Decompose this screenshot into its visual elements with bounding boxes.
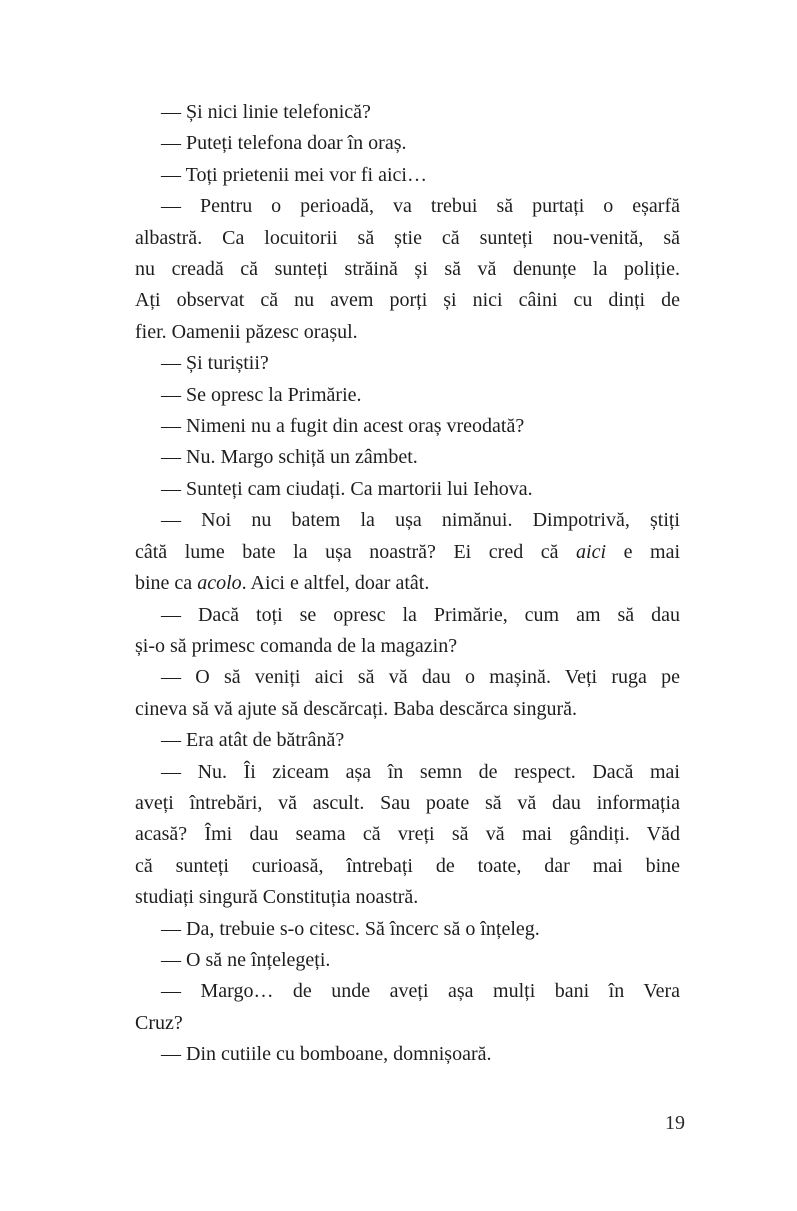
- text-line: [135, 631, 680, 662]
- text-run: Cruz?: [135, 1011, 183, 1034]
- text-line: [135, 537, 680, 568]
- text-run: acasă? Îmi dau seama că vreți să vă mai gândiți. Văd: [135, 823, 680, 846]
- text-run: Ați observat că nu avem porți și nici câini cu dinți de: [135, 289, 680, 312]
- text-run: — Dacă toți se opresc la Primărie, cum am să dau: [161, 603, 680, 626]
- text-run: — Nu. Margo schiță un zâmbet.: [161, 446, 418, 469]
- text-run: că sunteți curioasă, întrebați de toate, dar mai bine: [135, 854, 680, 877]
- text-run: . Aici e altfel, doar atât.: [241, 572, 430, 595]
- text-run: — Sunteți cam ciudați. Ca martorii lui Iehova.: [161, 477, 533, 500]
- text-run: câtă lume bate la ușa noastră? Ei cred că: [135, 540, 577, 563]
- text-line: [135, 819, 680, 850]
- text-line: [135, 757, 680, 788]
- text-line: [135, 380, 680, 411]
- text-line: [135, 223, 680, 254]
- text-run: — Și nici linie telefonică?: [161, 101, 371, 123]
- text-run: — Se opresc la Primărie.: [161, 383, 362, 406]
- text-run: bine ca: [135, 572, 198, 595]
- text-run: — O să ne înțelegeți.: [161, 948, 331, 971]
- text-run: — Pentru o perioadă, va trebui să purtați o eșarfă: [161, 195, 680, 218]
- text-line: [135, 694, 680, 725]
- italic-text-run: acolo: [197, 572, 242, 595]
- text-run: — Nimeni nu a fugit din acest oraș vreodată?: [161, 415, 525, 438]
- text-line: [135, 160, 680, 191]
- text-run: — Da, trebuie s-o citesc. Să încerc să o înțeleg.: [161, 917, 540, 940]
- text-run: — Toți prietenii mei vor fi aici…: [161, 163, 427, 186]
- text-run: — Margo… de unde aveți așa mulți bani în Vera: [161, 980, 680, 1003]
- text-line: [135, 945, 680, 976]
- text-line: [135, 474, 680, 505]
- text-line: [135, 317, 680, 348]
- text-line: [135, 725, 680, 756]
- text-line: [135, 285, 680, 316]
- text-run: — Puteți telefona doar în oraș.: [161, 132, 407, 155]
- text-line: [135, 1008, 680, 1039]
- text-line: [135, 568, 680, 599]
- text-line: [135, 788, 680, 819]
- text-line: [135, 976, 680, 1007]
- text-line: [135, 348, 680, 379]
- text-line: [135, 600, 680, 631]
- text-line: [135, 505, 680, 536]
- text-run: aveți întrebări, vă ascult. Sau poate să vă dau informația: [135, 791, 680, 814]
- text-run: studiați singură Constituția noastră.: [135, 886, 419, 909]
- text-line: [135, 882, 680, 913]
- text-run: cineva să vă ajute să descărcați. Baba descărca singură.: [135, 697, 577, 720]
- text-line: [135, 254, 680, 285]
- text-block: [135, 97, 680, 1071]
- text-run: albastră. Ca locuitorii să știe că sunteți nou-venită, să: [135, 226, 680, 249]
- text-line: [135, 1039, 680, 1070]
- page-number: 19: [665, 1112, 685, 1134]
- text-line: [135, 97, 680, 128]
- text-run: și-o să primesc comanda de la magazin?: [135, 634, 458, 657]
- text-run: fier. Oamenii păzesc orașul.: [135, 320, 358, 343]
- text-line: [135, 411, 680, 442]
- text-line: [135, 851, 680, 882]
- text-run: — Nu. Îi ziceam așa în semn de respect. Dacă mai: [161, 760, 680, 783]
- text-run: — Și turiștii?: [161, 352, 269, 375]
- text-line: [135, 914, 680, 945]
- text-line: [135, 442, 680, 473]
- text-run: — Din cutiile cu bomboane, domnișoară.: [161, 1043, 492, 1066]
- text-run: — Era atât de bătrână?: [161, 729, 345, 752]
- text-run: e mai: [606, 540, 680, 563]
- text-line: [135, 662, 680, 693]
- italic-text-run: aici: [576, 540, 607, 563]
- text-run: nu creadă că sunteți străină și să vă denunțe la poliție.: [135, 258, 680, 281]
- text-line: [135, 128, 680, 159]
- text-run: — Noi nu batem la ușa nimănui. Dimpotrivă, știți: [161, 509, 680, 532]
- text-line: [135, 191, 680, 222]
- text-run: — O să veniți aici să vă dau o mașină. Veți ruga pe: [161, 666, 680, 689]
